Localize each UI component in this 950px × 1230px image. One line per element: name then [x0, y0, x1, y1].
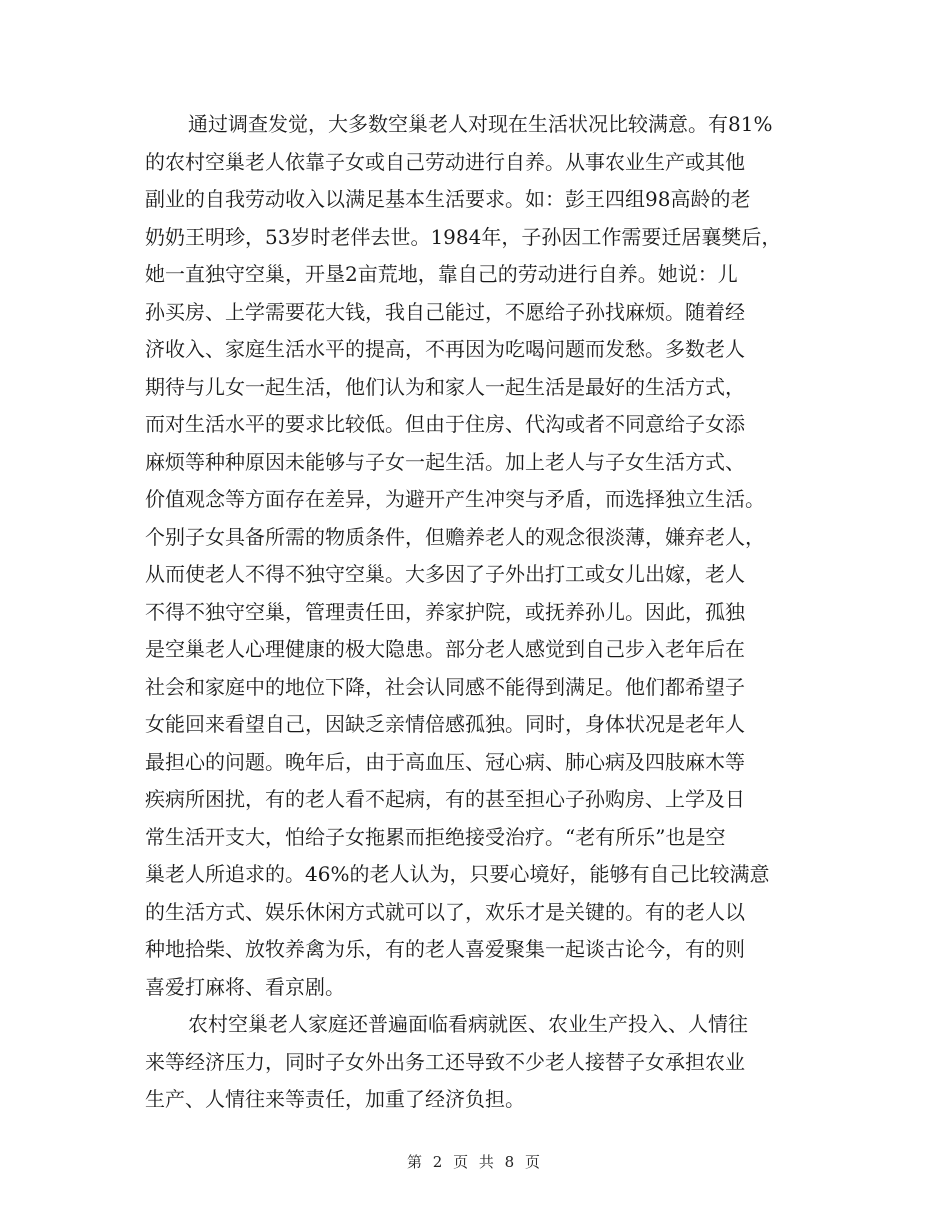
paragraph-1-line-15: 是空巢老人心理健康的极大隐患。部分老人感觉到自己步入老年后在	[145, 637, 745, 661]
paragraph-1-line-2: 的农村空巢老人依靠子女或自己劳动进行自养。从事农业生产或其他	[145, 149, 745, 174]
paragraph-2-line-2: 来等经济压力，同时子女外出务工还导致不少老人接替子女承担农业	[145, 1049, 745, 1074]
paragraph-1-line-17: 女能回来看望自己，因缺乏亲情倍感孤独。同时，身体状况是老年人	[145, 712, 745, 736]
paragraph-1-line-21: 巢老人所追求的。46%的老人认为，只要心境好，能够有自己比较满意	[145, 862, 770, 886]
paragraph-1-line-9: 而对生活水平的要求比较低。但由于住房、代沟或者不同意给子女添	[145, 412, 745, 436]
paragraph-1-line-16: 社会和家庭中的地位下降，社会认同感不能得到满足。他们都希望子	[145, 674, 745, 699]
paragraph-1-line-20: 常生活开支大，怕给子女拖累而拒绝接受治疗。“老有所乐”也是空	[145, 824, 726, 849]
paragraph-1-line-12: 个别子女具备所需的物质条件，但赡养老人的观念很淡薄，嫌弃老人，	[145, 524, 765, 549]
body-text	[145, 106, 807, 1119]
paragraph-1-line-7: 济收入、家庭生活水平的提高，不再因为吃喝问题而发愁。多数老人	[145, 337, 745, 361]
paragraph-1-line-23: 种地拾柴、放牧养禽为乐，有的老人喜爱聚集一起谈古论今，有的则	[145, 937, 745, 961]
paragraph-1-line-22: 的生活方式、娱乐休闲方式就可以了，欢乐才是关键的。有的老人以	[145, 899, 745, 924]
paragraph-1-line-1: 通过调查发觉，大多数空巢老人对现在生活状况比较满意。有81%	[188, 112, 773, 136]
paragraph-1-line-24: 喜爱打麻将、看京剧。	[145, 974, 345, 999]
paragraph-2-line-1: 农村空巢老人家庭还普遍面临看病就医、农业生产投入、人情往	[188, 1012, 748, 1036]
paragraph-1-line-5: 她一直独守空巢，开垦2亩荒地，靠自己的劳动进行自养。她说：儿	[145, 262, 738, 286]
paragraph-1-line-18: 最担心的问题。晚年后，由于高血压、冠心病、肺心病及四肢麻木等	[145, 749, 745, 774]
paragraph-2-line-3: 生产、人情往来等责任，加重了经济负担。	[145, 1087, 525, 1111]
paragraph-1-line-19: 疾病所困扰，有的老人看不起病，有的甚至担心子孙购房、上学及日	[145, 787, 745, 811]
paragraph-1-line-6: 孙买房、上学需要花大钱，我自己能过，不愿给子孙找麻烦。随着经	[145, 299, 745, 324]
paragraph-1-line-10: 麻烦等种种原因未能够与子女一起生活。加上老人与子女生活方式、	[145, 449, 745, 474]
page-number-footer: 第 2 页 共 8 页	[407, 1153, 543, 1171]
paragraph-1-line-13: 从而使老人不得不独守空巢。大多因了子外出打工或女儿出嫁，老人	[145, 562, 745, 586]
paragraph-1-line-4: 奶奶王明珍，53岁时老伴去世。1984年，子孙因工作需要迁居襄樊后，	[145, 224, 782, 249]
paragraph-1-line-3: 副业的自我劳动收入以满足基本生活要求。如：彭王四组98高龄的老	[145, 187, 751, 211]
paragraph-1-line-8: 期待与儿女一起生活，他们认为和家人一起生活是最好的生活方式，	[145, 374, 745, 399]
paragraph-1-line-11: 价值观念等方面存在差异，为避开产生冲突与矛盾，而选择独立生活。	[145, 487, 765, 511]
paragraph-1-line-14: 不得不独守空巢，管理责任田，养家护院，或抚养孙儿。因此，孤独	[145, 599, 745, 624]
